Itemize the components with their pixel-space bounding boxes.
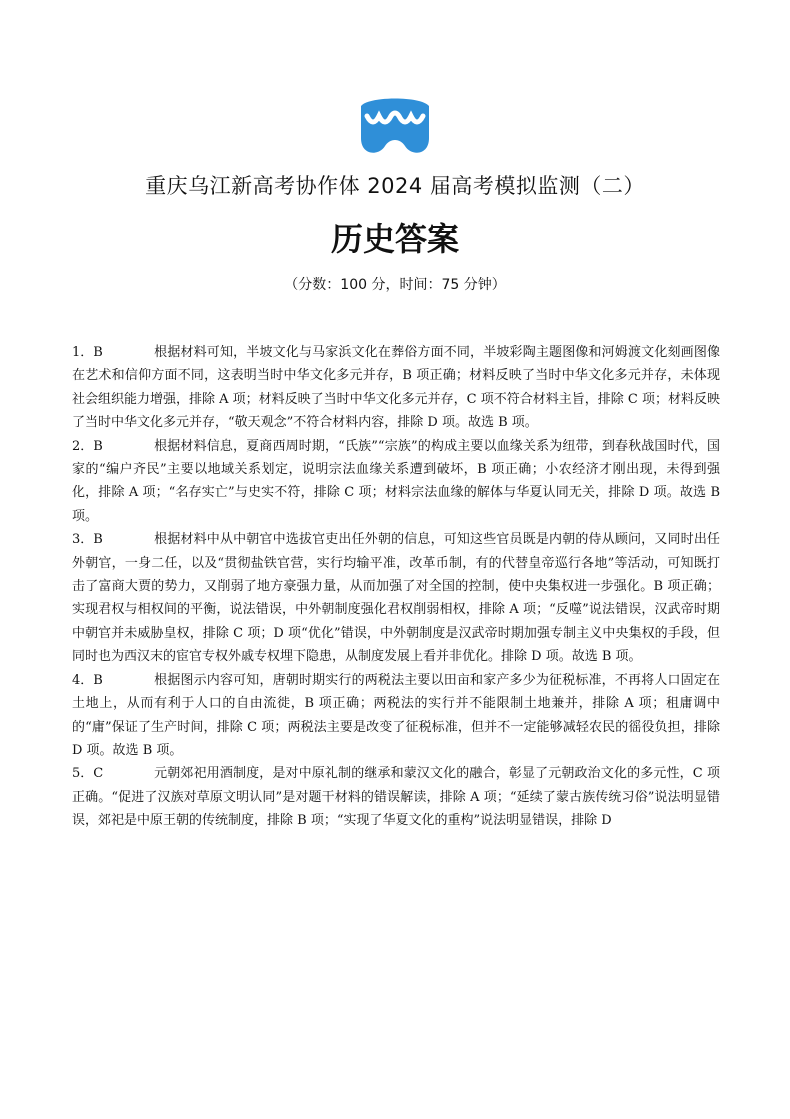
answer-number: 4．B — [72, 672, 103, 688]
answer-number: 5．C — [72, 766, 104, 782]
answer-number: 3．B — [72, 532, 103, 548]
answer-explanation: 元朝郊祀用酒制度，是对中原礼制的继承和蒙汉文化的融合，彰显了元朝政治文化的多元性，C 项正确。“促进了汉族对草原文明认同”是对题干材料的错误解读，排除 A 项；“延续了蒙古族传统习俗”说法明显错误，郊祀是中原王朝的传统制度，排除 B 项；“实现了华夏文化的重构”说法明显错误，排除 D — [72, 766, 720, 829]
answer-item — [72, 435, 720, 529]
answer-item — [72, 341, 720, 435]
answer-explanation: 根据材料信息，夏商西周时期，“氏族”“宗族”的构成主要以血缘关系为纽带，到春秋战国时代，国家的“编户齐民”主要以地域关系划定，说明宗法血缘关系遭到破坏，B 项正确；小农经济才刚出现，未得到强化，排除 A 项；“名存实亡”与史实不符，排除 C 项；材料宗法血缘的解体与华夏认同无关，排除 D 项。故选 B 项。 — [72, 438, 720, 524]
answer-explanation: 根据材料可知，半坡文化与马家浜文化在葬俗方面不同，半坡彩陶主题图像和河姆渡文化刻画图像在艺术和信仰方面不同，这表明当时中华文化多元并存，B 项正确；材料反映了当时中华文化多元并存，未体现社会组织能力增强，排除 A 项；材料反映了当时中华文化多元并存，C 项不符合材料主旨，排除 C 项；材料反映了当时中华文化多元并存，“敬天观念”不符合材料内容，排除 D 项。故选 B 项。 — [72, 345, 720, 431]
answer-explanation: 根据图示内容可知，唐朝时期实行的两税法主要以田亩和家产多少为征税标准，不再将人口固定在土地上，从而有利于人口的自由流徙，B 项正确；两税法的实行并不能限制土地兼并，排除 A 项；租庸调中的“庸”保证了生产时间，排除 C 项；两税法主要是改变了征税标准，但并不一定能够减轻农民的徭役负担，排除 D 项。故选 B 项。 — [72, 672, 720, 758]
answer-number: 1．B — [72, 345, 103, 360]
answer-list — [72, 341, 720, 833]
answer-item — [72, 528, 720, 668]
exam-title: 重庆乌江新高考协作体 2024 届高考模拟监测（二） — [145, 174, 645, 198]
score-time-info: （分数：100 分，时间：75 分钟） — [284, 277, 506, 293]
wave-logo-icon — [355, 98, 435, 158]
answer-number: 2．B — [72, 438, 103, 454]
answer-item — [72, 762, 720, 832]
answer-heading: 历史答案 — [330, 220, 459, 258]
answer-explanation: 根据材料中从中朝官中选拔官吏出任外朝的信息，可知这些官员既是内朝的侍从顾问，又同时出任外朝官，一身二任，以及“贯彻盐铁官营，实行均输平准，改革币制，有的代替皇帝巡行各地”等活动，可知既打击了富商大贾的势力，又削弱了地方豪强力量，从而加强了对全国的控制，使中央集权进一步强化。B 项正确；实现君权与相权间的平衡，说法错误，中外朝制度强化君权削弱相权，排除 A 项；“反噬”说法错误，汉武帝时期中朝官并未威胁皇权，排除 C 项；D 项“优化”错误，中外朝制度是汉武帝时期加强专制主义中央集权的手段，但同时也为西汉末的宦官专权外戚专权埋下隐患，从制度发展上看并非优化。排除 D 项。故选 B 项。 — [72, 532, 720, 665]
answer-item — [72, 669, 720, 763]
